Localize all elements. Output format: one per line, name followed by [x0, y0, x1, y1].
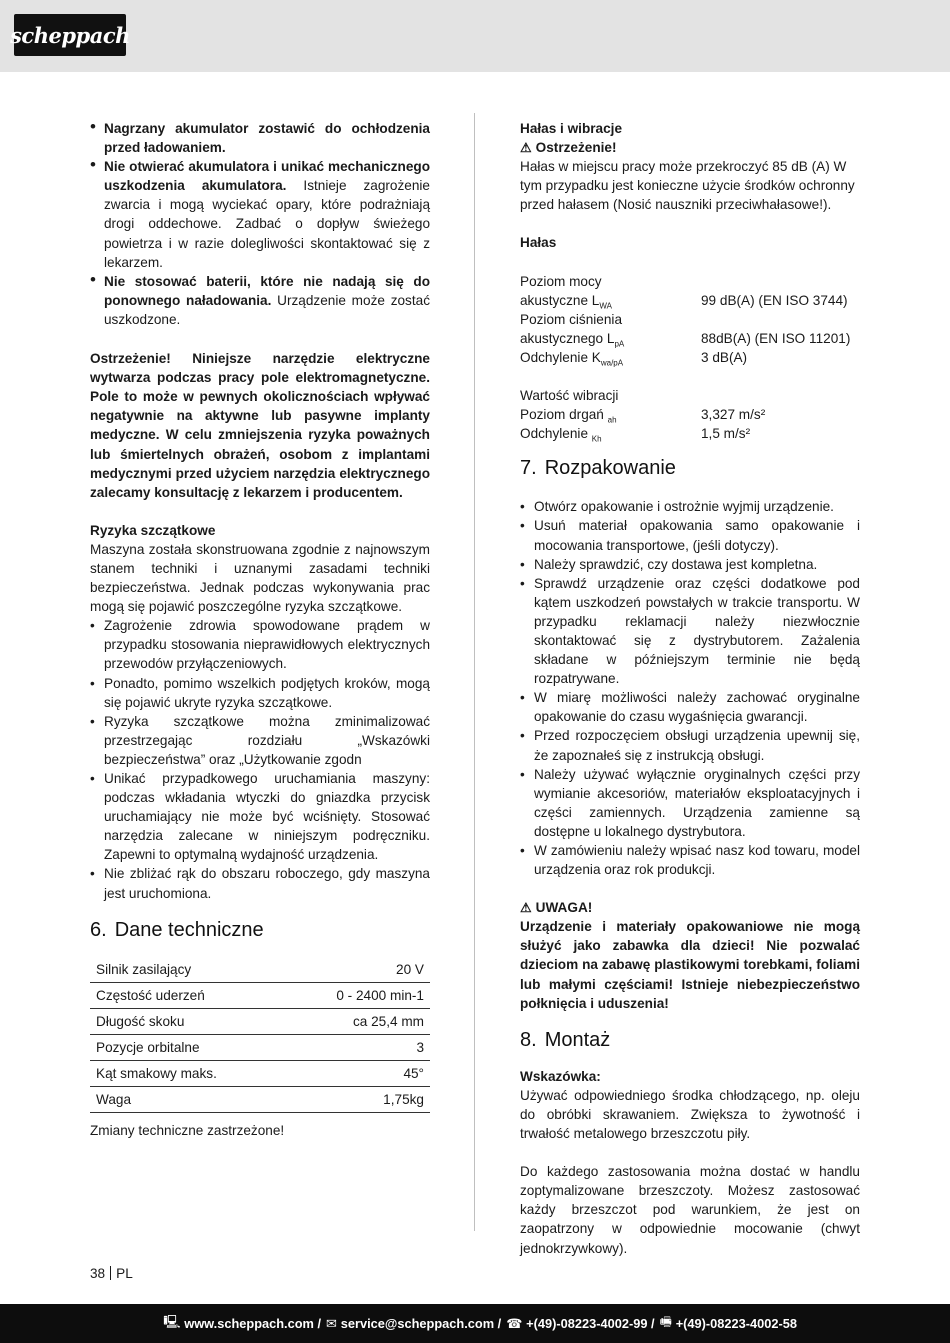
phone-icon: ☎	[506, 1315, 523, 1331]
computer-icon: 🖳	[163, 1313, 181, 1329]
hint-heading: Wskazówka:	[520, 1068, 601, 1084]
table-row: Częstość uderzeń 0 - 2400 min-1	[90, 982, 430, 1008]
sound-power-value: 99 dB(A) (EN ISO 3744)	[701, 292, 848, 308]
technical-data-table	[90, 957, 430, 1114]
caution-text: Urządzenie i materiały opakowaniowe nie mogą służyć jako zabawka dla dzieci! Nie pozwalać dzieciom na zabawę plastikowymi torebkami, foliami lub małymi częściami! Istnieje niebezpieczeństwo połknięcia i uduszenia!	[520, 919, 860, 1011]
table-row: Silnik zasilający 20 V	[90, 957, 430, 983]
fax-number: +(49)-08223-4002-58	[675, 1316, 797, 1331]
right-column	[520, 119, 860, 1258]
list-item: • Usuń materiał opakowania samo opakowanie i mocowania transportowe, (jeśli dotyczy).	[520, 516, 860, 554]
column-divider	[474, 113, 475, 1231]
list-item: • Należy sprawdzić, czy dostawa jest kompletna.	[520, 555, 860, 574]
list-item: • W zamówieniu należy wpisać nasz kod towaru, model urządzenia oraz rok produkcji.	[520, 841, 860, 879]
list-item: • Nie zbliżać rąk do obszaru roboczego, gdy maszyna jest uruchomiona.	[90, 864, 430, 902]
envelope-icon: ✉	[326, 1315, 337, 1331]
noise-vibration-heading: Hałas i wibracje	[520, 121, 623, 136]
table-row: Kąt smakowy maks. 45°	[90, 1061, 430, 1087]
noise-deviation-value: 3 dB(A)	[701, 349, 748, 365]
caution-label: ⚠ UWAGA!	[520, 898, 860, 917]
section-heading-unpacking: 7. Rozpakowanie	[520, 457, 676, 480]
list-item: • W miarę możliwości należy zachować oryginalne opakowanie do czasu wygaśnięcia gwarancji.	[520, 688, 860, 726]
page-number: 38 PL	[90, 1266, 133, 1281]
list-item: • Ponadto, pomimo wszelkich podjętych kroków, mogą się pojawić ukryte ryzyka szczątkowe.	[90, 674, 430, 712]
hint-text: Używać odpowiedniego środka chłodzącego, np. oleju do obróbki skrawaniem. Zwiększa to żywotność i trwałość metalowego brzeszczotu piły.	[520, 1087, 860, 1142]
list-item: • Nagrzany akumulator zostawić do ochłodzenia przed ładowaniem.	[90, 119, 430, 157]
table-row: Waga 1,75kg	[90, 1087, 430, 1113]
warning-triangle-icon: ⚠	[520, 140, 532, 156]
page-header	[0, 0, 950, 72]
list-item: • Sprawdź urządzenie oraz części dodatkowe pod kątem uszkodzeń powstałych w trakcie transportu. W przypadku reklamacji należy niezwłocznie skontaktować się z dystrybutorem. Zażalenia składane w późniejszym terminie nie będą rozpatrywane.	[520, 574, 860, 689]
list-item: • Unikać przypadkowego uruchamiania maszyny: podczas wkładania wtyczki do gniazdka przycisk uruchamiający nie może być wciśnięty. Stosować narzędzia zalecane w niniejszym podręczniku. Zapewni to optymalną wydajność urządzenia.	[90, 769, 430, 864]
phone-number: +(49)-08223-4002-99 /	[526, 1316, 655, 1331]
technical-changes-note: Zmiany techniczne zastrzeżone!	[90, 1123, 285, 1139]
website-link[interactable]: www.scheppach.com /	[184, 1316, 322, 1331]
sound-pressure-value: 88dB(A) (EN ISO 11201)	[701, 330, 851, 346]
list-item: • Ryzyka szczątkowe można zminimalizować przestrzegając rozdziału „Wskazówki bezpieczeństwa” oraz „Użytkowanie zgodn	[90, 712, 430, 769]
residual-risks-heading: Ryzyka szczątkowe	[90, 522, 216, 538]
list-item: • Zagrożenie zdrowia spowodowane prądem w przypadku stosowania nieprawidłowych elektrycznych przewodów przyłączeniowych.	[90, 616, 430, 673]
email-link[interactable]: service@scheppach.com /	[340, 1316, 502, 1331]
noise-warning-text: Hałas w miejscu pracy może przekroczyć 85 dB (A) W tym przypadku jest konieczne użycie środków ochronny przed hałasem (Nosić nauszniki przeciwhałasowe!).	[520, 159, 855, 213]
saw-blades-text: Do każdego zastosowania można dostać w handlu zoptymalizowane brzeszczoty. Możesz zastosować każdy brzeszczot pod warunkiem, że jest on zaopatrzony w odpowiednie mocowanie (chwyt jednokrzywkowy).	[520, 1164, 860, 1256]
list-item: • Nie otwierać akumulatora i unikać mechanicznego uszkodzenia akumulatora. Istnieje zagrożenie zwarcia i mogą wyciekać opary, które podrażniają drogi oddechowe. Zadbać o dopływ świeżego powietrza i w razie dolegliwości skontaktować się z lekarzem.	[90, 157, 430, 272]
em-field-warning: Ostrzeżenie! Niniejsze narzędzie elektryczne wytwarza podczas pracy pole elektromagnetyczne. Pole to może w pewnych okolicznościach wpływać negatywnie na aktywne lub pasywne implanty medyczne. W celu zmniejszenia ryzyka poważnych lub śmiertelnych obrażeń, osobom z implantami medycznymi przed użyciem narzędzia elektrycznego zalecamy konsultację z lekarzem i producentem.	[90, 351, 430, 500]
list-item: • Przed rozpoczęciem obsługi urządzenia upewnij się, że zapoznałeś się z instrukcją obsługi.	[520, 726, 860, 764]
left-column	[90, 119, 430, 1140]
residual-risks-intro: Maszyna została skonstruowana zgodnie z najnowszym stanem techniki i uznanymi zasadami techniki bezpieczeństwa. Jednak podczas wykonywania prac mogą się pojawić poszczególne ryzyka szczątkowe.	[90, 541, 430, 615]
warning-triangle-icon: ⚠	[520, 900, 532, 916]
fax-icon: 🖷	[659, 1313, 672, 1329]
noise-warning-label: ⚠ Ostrzeżenie!	[520, 138, 860, 157]
residual-risks-list	[90, 616, 430, 902]
unpacking-list	[520, 497, 860, 879]
vibration-level-value: 3,327 m/s²	[701, 407, 766, 423]
section-heading-technical-data: 6. Dane techniczne	[90, 918, 264, 941]
list-item: • Nie stosować baterii, które nie nadają się do ponownego naładowania. Urządzenie może zostać uszkodzone.	[90, 272, 430, 329]
battery-safety-list	[90, 119, 430, 329]
contact-footer	[0, 1304, 950, 1343]
noise-heading: Hałas	[520, 235, 557, 251]
vibration-values: Wartość wibracji Poziom drgań $_{ah}$ 3,327 m/s² Odchylenie $_{Kh}$ 1,5 m/s²	[520, 386, 860, 443]
list-item: • Otwórz opakowanie i ostrożnie wyjmij urządzenie.	[520, 497, 860, 516]
table-row: Długość skoku ca 25,4 mm	[90, 1008, 430, 1034]
scheppach-logo: scheppach	[14, 14, 126, 56]
table-row: Pozycje orbitalne 3	[90, 1034, 430, 1060]
section-heading-assembly: 8. Montaż	[520, 1028, 611, 1051]
list-item: • Należy używać wyłącznie oryginalnych części przy wymianie akcesoriów, materiałów eksploatacyjnych i części zamiennych. Urządzenia zamienne są dostępne u lokalnego dystrybutora.	[520, 765, 860, 841]
vibration-deviation-value: 1,5 m/s²	[701, 426, 751, 442]
noise-values: Poziom mocy akustyczne $L_{WA}$ 99 dB(A) (EN ISO 3744) Poziom ciśnienia akustycznego $L_{pA}$ 88dB(A) (EN ISO 11201) Odchylenie $K_{wa/pA}$ 3 dB(A)	[520, 272, 860, 367]
